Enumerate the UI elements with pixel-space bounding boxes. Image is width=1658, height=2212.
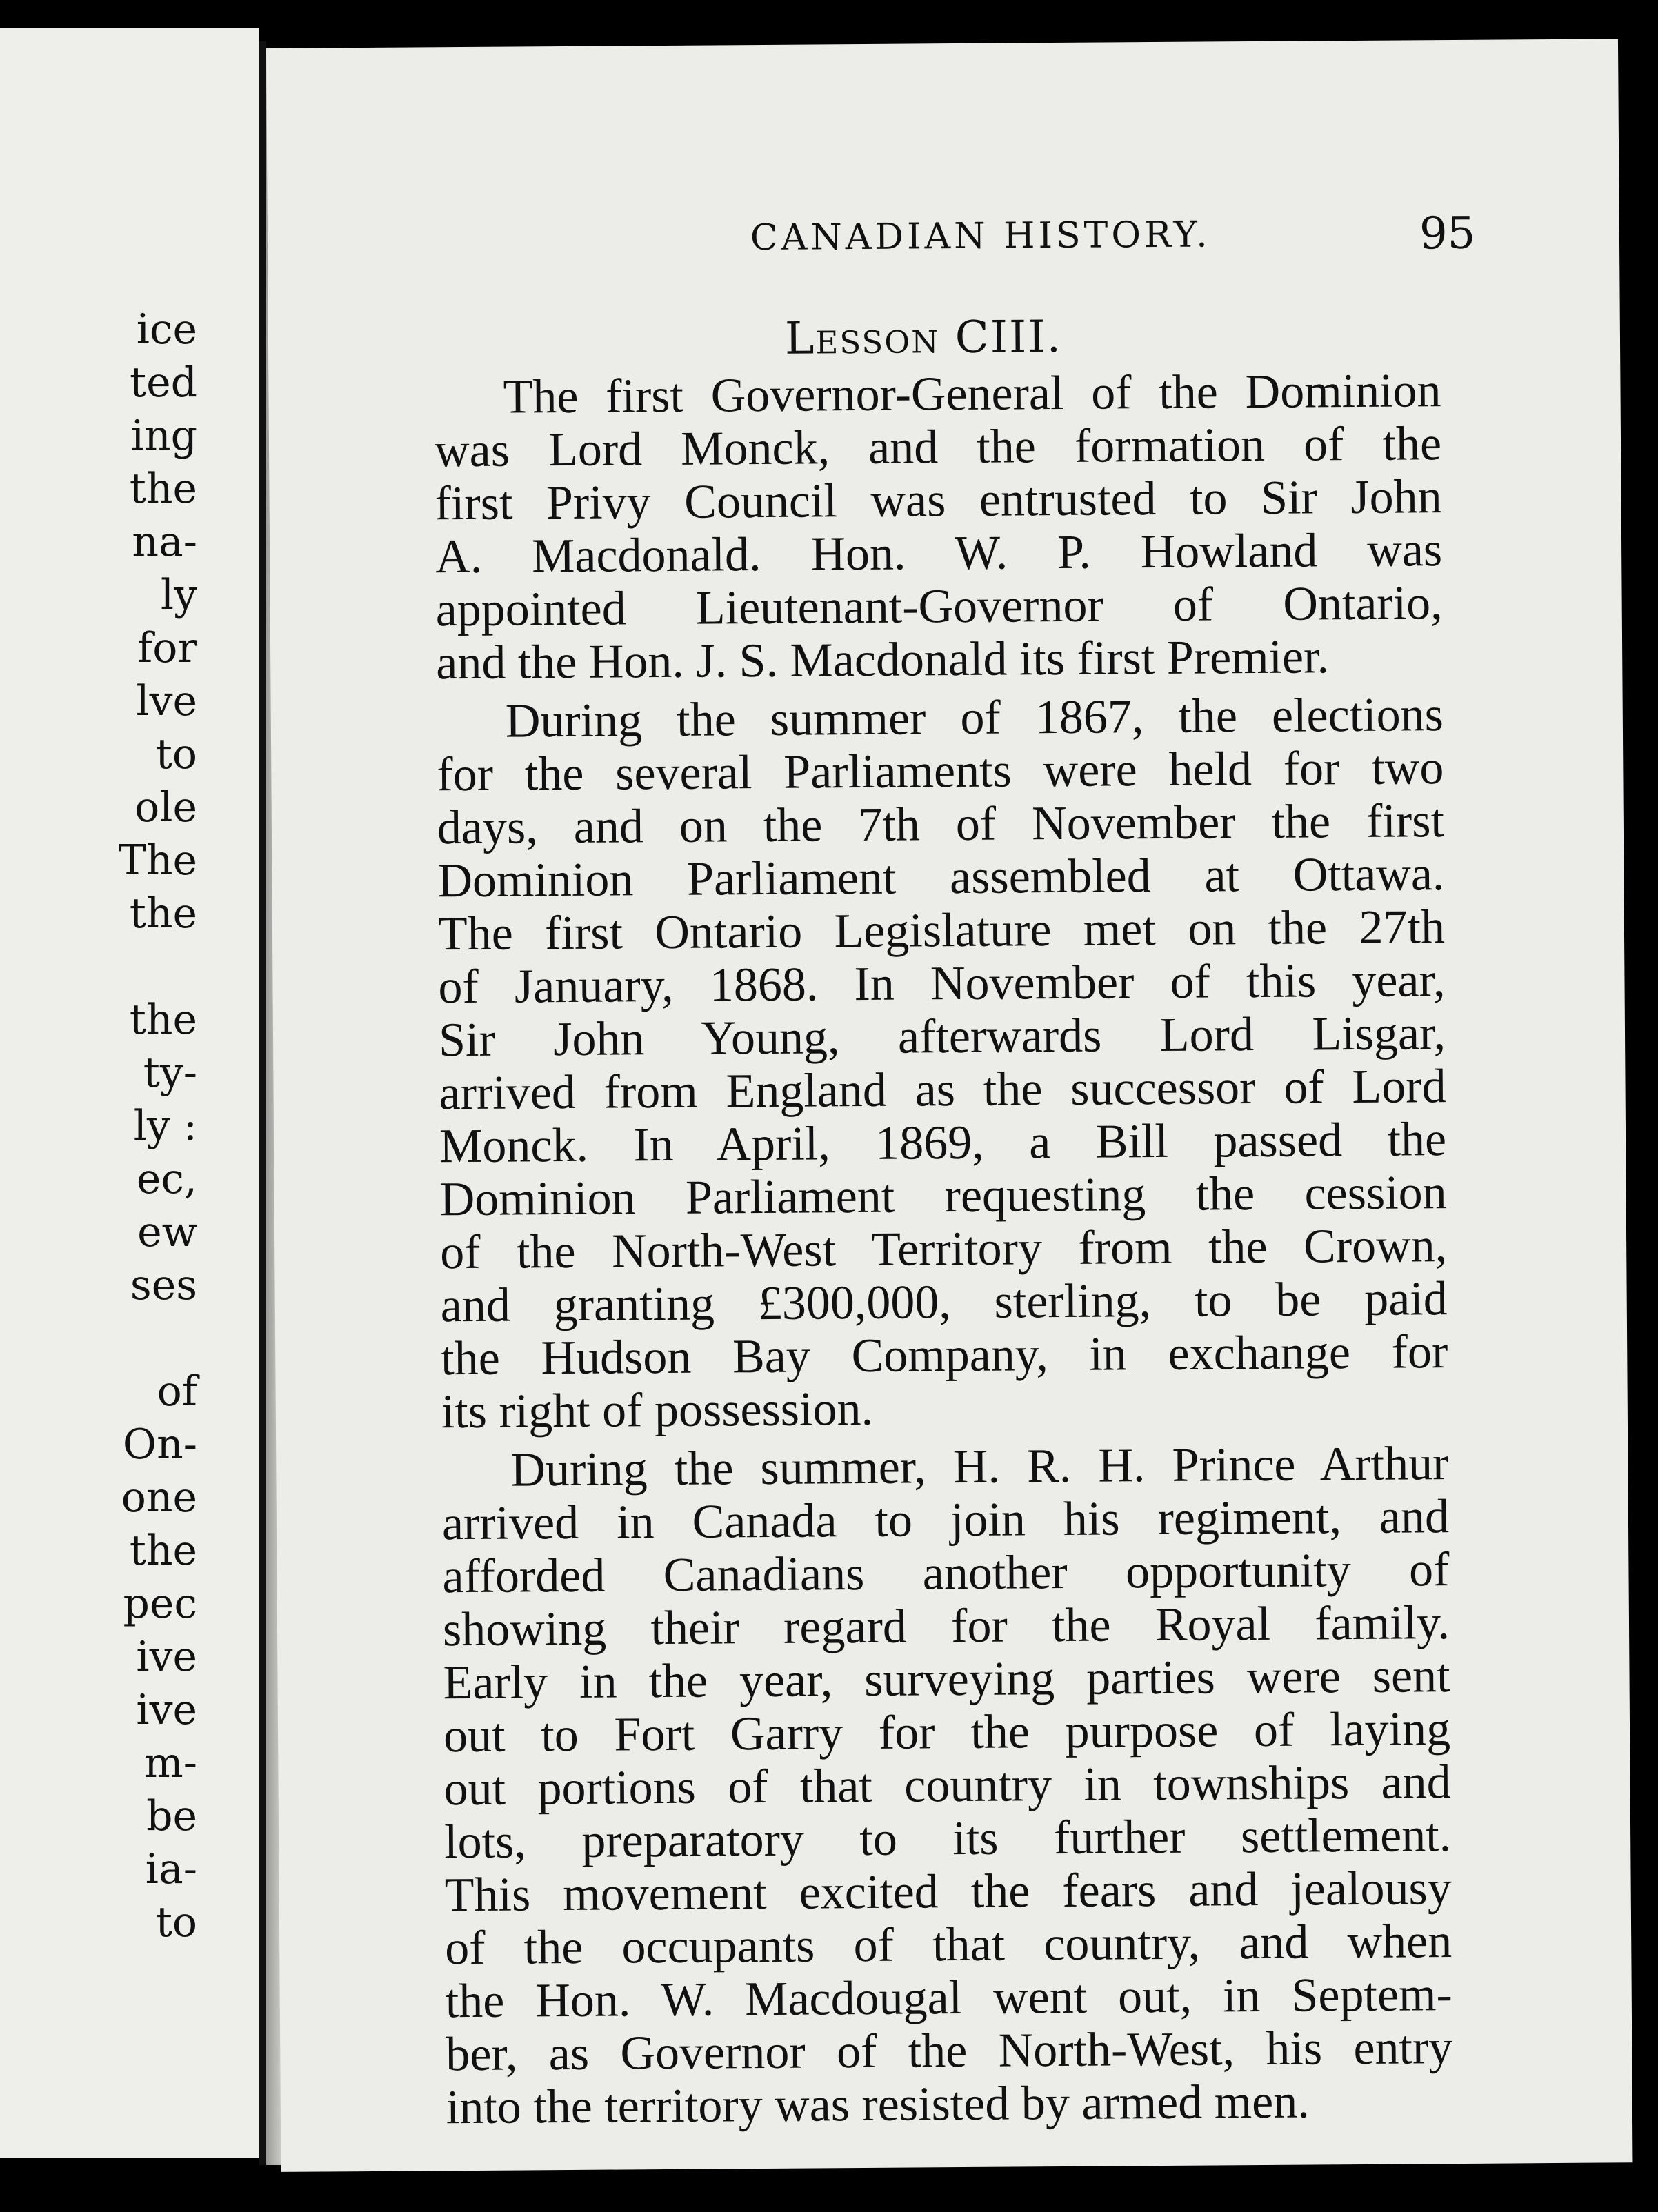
text-line: ber, as Governor of the North-West, his entry xyxy=(446,2021,1453,2082)
text-line: Sir John Young, afterwards Lord Lisgar, xyxy=(438,1007,1446,1067)
page-number: 95 xyxy=(1419,208,1476,260)
lesson-title: Lesson CIII. xyxy=(784,311,1063,365)
previous-page-fragment: The xyxy=(118,836,197,885)
previous-page-fragment: lve xyxy=(136,677,197,725)
previous-page-fragment: the xyxy=(129,465,197,513)
text-line: out to Fort Garry for the purpose of laying xyxy=(443,1702,1451,1763)
previous-page-fragment: pec xyxy=(123,1580,197,1628)
running-head: CANADIAN HISTORY. xyxy=(750,214,1211,259)
text-line: During the summer of 1867, the elections xyxy=(505,688,1444,748)
text-line: was Lord Monck, and the formation of the xyxy=(434,417,1442,478)
previous-page-fragment: ive xyxy=(136,1633,197,1681)
previous-page-fragment xyxy=(119,1312,197,1365)
previous-page-fragment: ly : xyxy=(133,1102,197,1150)
previous-page-fragment: one xyxy=(121,1474,197,1522)
text-line: the Hudson Bay Company, in exchange for xyxy=(441,1325,1448,1386)
previous-page-fragment: ole xyxy=(134,783,197,832)
paragraph xyxy=(434,364,1443,690)
previous-page-fragment xyxy=(119,941,197,994)
text-line: out portions of that country in townships and xyxy=(443,1756,1451,1816)
text-line: arrived in Canada to join his regiment, and xyxy=(441,1490,1450,1551)
previous-page-fragments xyxy=(119,303,197,1949)
text-line: for the several Parliaments were held for two xyxy=(437,741,1444,802)
previous-page-fragment: On- xyxy=(122,1420,197,1469)
previous-page-fragment: ive xyxy=(136,1686,197,1734)
text-line: Early in the year, surveying parties were sent xyxy=(443,1649,1450,1710)
book-gutter xyxy=(259,41,266,2165)
text-line: first Privy Council was entrusted to Sir John xyxy=(435,470,1442,531)
text-line: and the Hon. J. S. Macdonald its first Premier. xyxy=(435,630,1330,690)
previous-page-fragment: the xyxy=(129,889,197,938)
text-line: into the territory was resisted by armed men. xyxy=(446,2075,1310,2135)
text-line: of January, 1868. In November of this year, xyxy=(438,954,1446,1014)
text-line: of the North-West Territory from the Crown, xyxy=(439,1219,1448,1280)
previous-page-fragment: the xyxy=(129,996,197,1044)
text-line: afforded Canadians another opportunity of xyxy=(442,1543,1450,1604)
previous-page-fragment: be xyxy=(146,1792,197,1840)
previous-page-fragment: for xyxy=(137,624,197,672)
text-line: Monck. In April, 1869, a Bill passed the xyxy=(439,1113,1447,1174)
previous-page-fragment: ty- xyxy=(143,1049,197,1097)
page xyxy=(266,39,1632,2172)
text-line: During the summer, H. R. H. Prince Arthur xyxy=(510,1437,1449,1497)
previous-page-fragment: ing xyxy=(130,412,197,460)
previous-page-fragment: ice xyxy=(136,305,197,354)
previous-page-fragment: ew xyxy=(137,1208,197,1256)
previous-page-fragment: ses xyxy=(130,1261,197,1309)
text-line: showing their regard for the Royal family. xyxy=(442,1596,1450,1657)
text-line: arrived from England as the successor of Lord xyxy=(439,1060,1446,1120)
text-line: of the occupants of that country, and when xyxy=(444,1915,1452,1975)
text-line: days, and on the 7th of November the first xyxy=(437,794,1445,855)
text-line: The first Governor-General of the Dominion xyxy=(503,364,1441,424)
text-line: and granting £300,000, sterling, to be paid xyxy=(440,1272,1448,1333)
text-line: its right of possession. xyxy=(441,1382,874,1439)
text-line: The first Ontario Legislature met on the 27th xyxy=(437,901,1446,961)
text-line: A. Macdonald. Hon. W. P. Howland was xyxy=(435,523,1443,584)
previous-page-fragment: to xyxy=(155,1898,197,1947)
previous-page-fragment: na- xyxy=(132,518,197,566)
text-line: Dominion Parliament requesting the cession xyxy=(439,1166,1447,1227)
previous-page-fragment: ia- xyxy=(145,1845,197,1893)
previous-page-fragment: ted xyxy=(129,359,197,407)
paragraph xyxy=(441,1437,1453,2134)
paragraph xyxy=(437,688,1448,1438)
page-header xyxy=(268,208,1509,260)
text-line: appointed Lieutenant-Governor of Ontario, xyxy=(435,576,1443,637)
text-line: This movement excited the fears and jealousy xyxy=(444,1862,1452,1922)
previous-page-fragment: to xyxy=(155,730,197,778)
previous-page-fragment: of xyxy=(157,1367,197,1416)
body-text xyxy=(434,364,1453,2134)
text-line: lots, preparatory to its further settlement. xyxy=(443,1809,1452,1869)
text-line: the Hon. W. Macdougal went out, in Septem- xyxy=(445,1968,1453,2029)
previous-page-fragment: the xyxy=(129,1527,197,1575)
previous-page-fragment: ly xyxy=(160,571,197,619)
previous-page-fragment: m- xyxy=(143,1739,197,1787)
previous-page-edge xyxy=(0,28,259,2158)
previous-page-fragment: ec, xyxy=(136,1155,197,1203)
text-line: Dominion Parliament assembled at Ottawa. xyxy=(437,847,1445,908)
